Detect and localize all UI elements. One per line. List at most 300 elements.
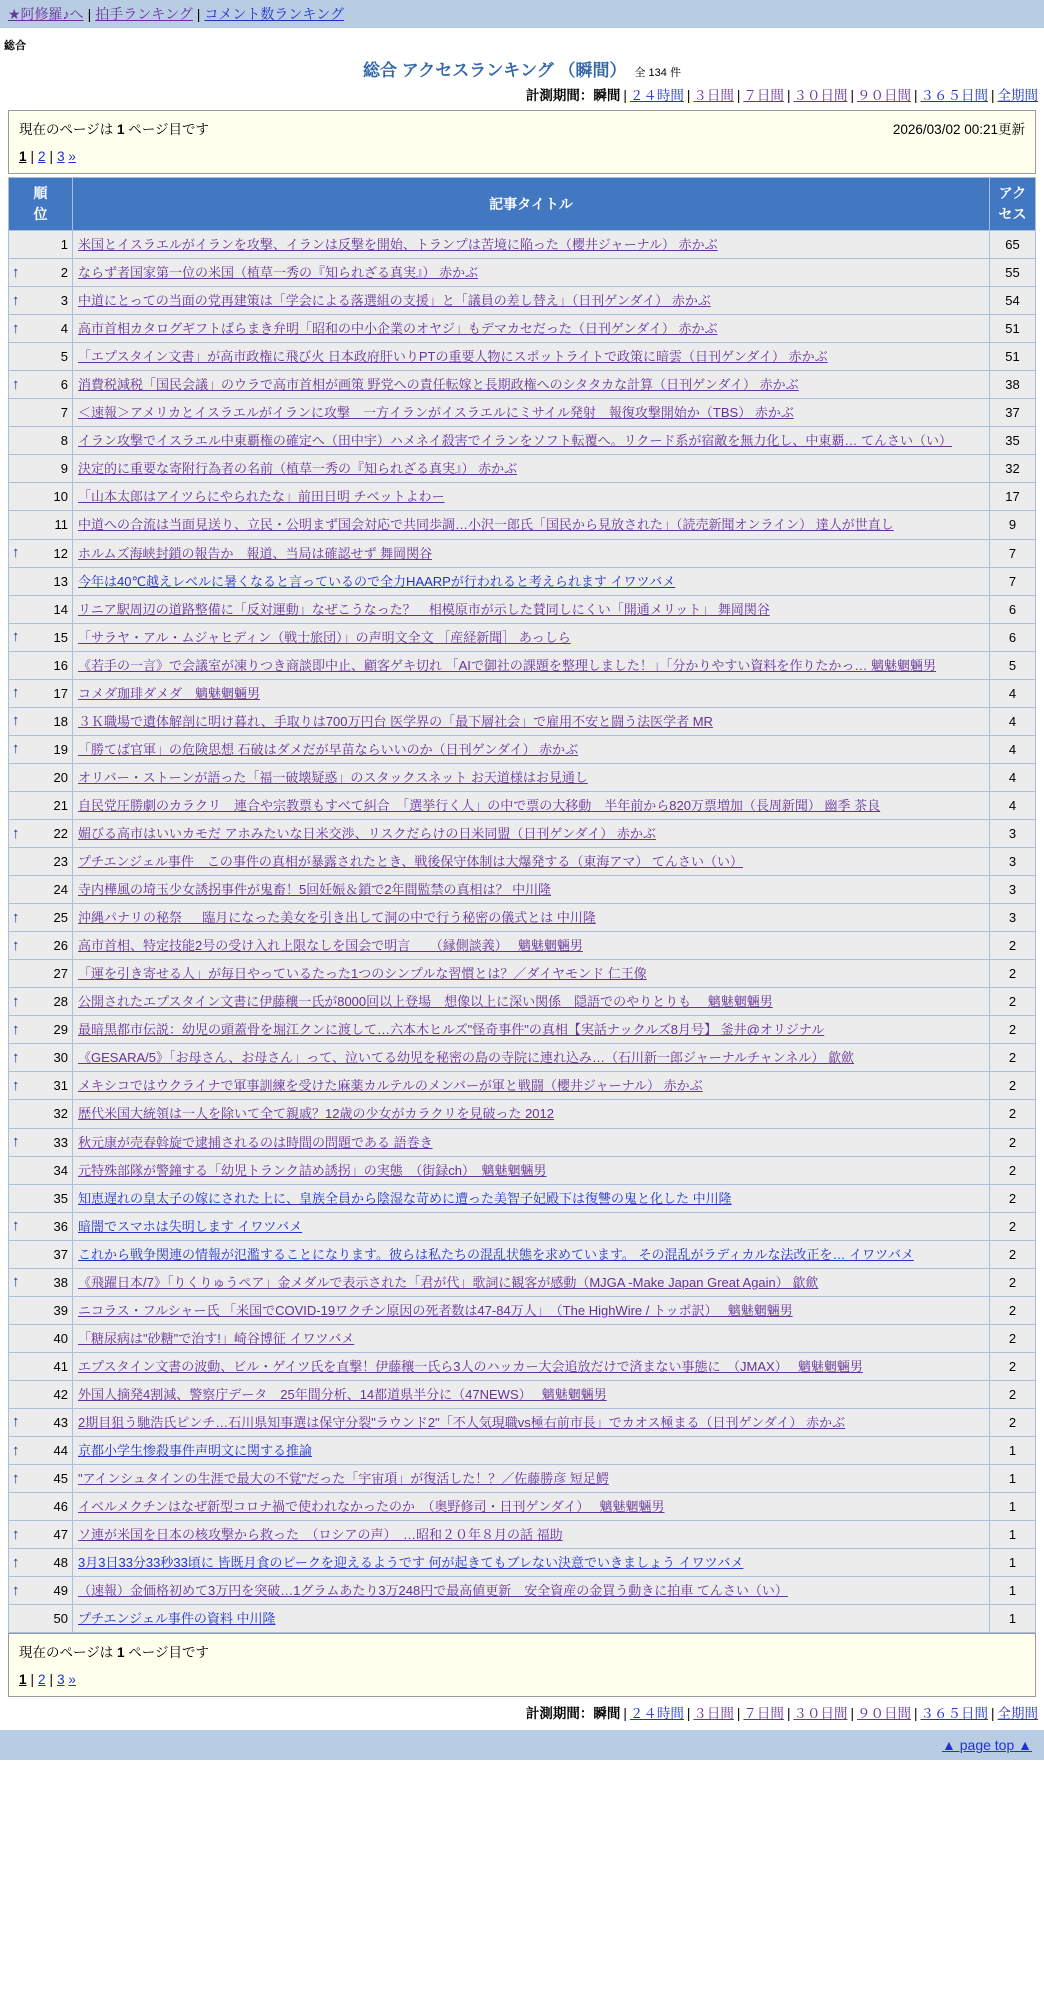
up-arrow-icon: ↑ xyxy=(12,684,20,702)
up-arrow-icon: ↑ xyxy=(12,1469,20,1487)
title-cell xyxy=(73,315,990,343)
up-arrow-icon: ↑ xyxy=(12,1581,20,1599)
article-link[interactable]: 秋元康が売春斡旋で逮捕されるのは時間の問題である 語巻き xyxy=(78,1134,433,1150)
table-row xyxy=(9,1521,1036,1549)
rank-number: 27 xyxy=(53,966,68,982)
table-row xyxy=(9,1044,1036,1072)
page-link[interactable]: 2 xyxy=(38,1672,46,1688)
rank-number: 30 xyxy=(53,1050,68,1066)
rank-number: 48 xyxy=(53,1555,68,1571)
article-link[interactable]: イラン攻撃でイスラエル中東覇権の確定へ（田中宇）ハメネイ殺害でイランをソフト転覆へ。リクード系が宿敵を無力化し、中東覇… てんさい（い） xyxy=(78,433,952,449)
table-row xyxy=(9,511,1036,539)
article-link[interactable]: 高市首相、特定技能2号の受け入れ上限なしを国会で明言 （縁側談義） 魑魅魍魎男 xyxy=(78,938,583,954)
title-cell xyxy=(73,876,990,904)
rank-cell xyxy=(9,819,73,847)
table-row xyxy=(9,483,1036,511)
access-count: 4 xyxy=(990,735,1036,763)
table-row xyxy=(9,848,1036,876)
title-cell xyxy=(73,819,990,847)
page-separator: | xyxy=(30,1672,35,1688)
table-row xyxy=(9,1493,1036,1521)
rank-number: 45 xyxy=(53,1471,68,1487)
access-count: 3 xyxy=(990,819,1036,847)
title-cell xyxy=(73,259,990,287)
up-arrow-icon: ↑ xyxy=(12,291,20,309)
access-count: 2 xyxy=(990,1352,1036,1380)
title-cell xyxy=(73,1605,990,1633)
article-link[interactable]: （速報）金価格初めて3万円を突破…1グラムあたり3万248円で最高値更新 安全資産の金買う動きに拍車 てんさい（い） xyxy=(78,1583,788,1599)
period-current: 瞬間 xyxy=(593,1706,621,1722)
title-cell xyxy=(73,848,990,876)
article-link[interactable]: 2期目狙う馳浩氏ピンチ…石川県知事選は保守分裂"ラウンド2"「不人気現職vs極右前市長」でカオス極まる（日刊ゲンダイ） 赤かぶ xyxy=(78,1414,846,1430)
title-cell xyxy=(73,735,990,763)
access-count: 9 xyxy=(990,511,1036,539)
period-link[interactable]: ３０日間 xyxy=(793,88,848,103)
article-link[interactable]: 歴代米国大統領は一人を除いて全て親戚？12歳の少女がカラクリを見破った 2012 xyxy=(78,1106,554,1122)
access-count: 1 xyxy=(990,1577,1036,1605)
table-row xyxy=(9,1268,1036,1296)
title-cell xyxy=(73,1100,990,1128)
article-link[interactable]: "アインシュタインの生涯で最大の不覚"だった「宇宙項」が復活した！？／佐藤勝彦 短足鰐 xyxy=(78,1471,609,1487)
table-row xyxy=(9,315,1036,343)
column-header-rank: 順位 xyxy=(9,178,73,231)
table-row xyxy=(9,791,1036,819)
access-count: 2 xyxy=(990,988,1036,1016)
access-count: 2 xyxy=(990,1044,1036,1072)
rank-cell xyxy=(9,791,73,819)
article-link[interactable]: 《若手の一言》で会議室が凍りつき商談即中止、顧客ゲキ切れ 「AIで御社の課題を整理しました！」「分かりやすい資料を作りたかっ… 魑魅魍魎男 xyxy=(78,657,937,673)
period-link[interactable]: ７日間 xyxy=(743,88,784,103)
title-cell xyxy=(73,511,990,539)
article-link[interactable]: 沖縄パナリの秘祭 ＿ 臨月になった美女を引き出して洞の中で行う秘密の儀式とは 中川隆 xyxy=(78,910,596,926)
rank-number: 7 xyxy=(60,405,68,421)
table-row xyxy=(9,1324,1036,1352)
rank-cell xyxy=(9,1044,73,1072)
rank-cell xyxy=(9,1156,73,1184)
table-row xyxy=(9,427,1036,455)
table-row xyxy=(9,539,1036,567)
up-arrow-icon: ↑ xyxy=(12,1273,20,1291)
rank-cell xyxy=(9,679,73,707)
article-link[interactable]: 決定的に重要な寄附行為者の名前（植草一秀の『知られざる真実』） 赤かぶ xyxy=(78,461,518,477)
rank-number: 21 xyxy=(53,797,68,813)
article-link[interactable]: 最暗黒都市伝説：幼児の頭蓋骨を堀江クンに渡して…六本木ヒルズ"怪奇事件"の真相【実話ナックルズ8月号】 釜井@オリジナル xyxy=(78,1022,825,1038)
rank-number: 44 xyxy=(53,1443,68,1459)
article-link[interactable]: メキシコではウクライナで軍事訓練を受けた麻薬カルテルのメンバーが軍と戦闘（櫻井ジャーナル） 赤かぶ xyxy=(78,1078,703,1094)
rank-number: 40 xyxy=(53,1330,68,1346)
rank-cell xyxy=(9,932,73,960)
access-count: 2 xyxy=(990,1184,1036,1212)
period-link[interactable]: ３６５日間 xyxy=(920,1706,988,1722)
article-link[interactable]: イベルメクチンはなぜ新型コロナ禍で使われなかったのか （奥野修司・日刊ゲンダイ） 魑魅魍魎男 xyxy=(78,1499,665,1515)
access-count: 2 xyxy=(990,1408,1036,1436)
article-link[interactable]: プチエンジェル事件の資料 中川隆 xyxy=(78,1611,276,1627)
title-cell xyxy=(73,427,990,455)
title-cell xyxy=(73,1296,990,1324)
table-row xyxy=(9,1437,1036,1465)
table-row xyxy=(9,1156,1036,1184)
access-count: 51 xyxy=(990,343,1036,371)
rank-number: 12 xyxy=(53,545,68,561)
article-link[interactable]: エプスタイン文書の波動、ビル・ゲイツ氏を直撃！伊藤穰一氏ら3人のハッカー大会追放だけで済まない事態に （JMAX） 魑魅魍魎男 xyxy=(78,1358,863,1374)
pagination-box-top xyxy=(8,110,1036,174)
rank-number: 25 xyxy=(53,910,68,926)
article-link[interactable]: ならず者国家第一位の米国（植草一秀の『知られざる真実』） 赤かぶ xyxy=(78,265,479,281)
article-link[interactable]: 《GESARA/5》「お母さん、お母さん」って、泣いてる幼児を秘密の島の寺院に連れ込み…（石川新一郎ジャーナルチャンネル） 歙歛 xyxy=(78,1050,854,1066)
article-link[interactable]: コメダ珈琲ダメダ 魑魅魍魎男 xyxy=(78,685,261,701)
title-cell xyxy=(73,763,990,791)
access-count: 4 xyxy=(990,679,1036,707)
article-link[interactable]: 「糖尿病は"砂糖"で治す!」崎谷博征 イワツバメ xyxy=(78,1330,355,1346)
rank-number: 39 xyxy=(53,1302,68,1318)
period-separator: | xyxy=(686,1706,691,1722)
rank-cell xyxy=(9,595,73,623)
access-count: 32 xyxy=(990,455,1036,483)
rank-cell xyxy=(9,1184,73,1212)
current-page-indicator: 1 xyxy=(19,1672,27,1688)
rank-number: 11 xyxy=(54,517,68,533)
period-link[interactable]: ９０日間 xyxy=(856,1706,911,1722)
period-link[interactable]: ２４時間 xyxy=(629,88,684,103)
rank-cell xyxy=(9,1380,73,1408)
page-link[interactable]: 3 xyxy=(57,149,65,164)
title-cell xyxy=(73,1549,990,1577)
rank-cell xyxy=(9,343,73,371)
rank-number: 50 xyxy=(53,1611,68,1627)
title-cell xyxy=(73,1156,990,1184)
rank-cell xyxy=(9,315,73,343)
title-cell xyxy=(73,1521,990,1549)
up-arrow-icon: ↑ xyxy=(12,992,20,1010)
article-link[interactable]: ニコラス・フルシャー氏 「米国でCOVID-19ワクチン原因の死者数は47-84万人」 （The HighWire / トッポ訳） 魑魅魍魎男 xyxy=(78,1302,793,1318)
up-arrow-icon: ↑ xyxy=(12,712,20,730)
table-row xyxy=(9,1016,1036,1044)
current-page-number: 1 xyxy=(116,122,125,137)
title-cell xyxy=(73,1465,990,1493)
article-link[interactable]: 元特殊部隊が警鐘する「幼児トランク詰め誘拐」の実態 （街録ch） 魑魅魍魎男 xyxy=(78,1162,547,1178)
rank-number: 24 xyxy=(53,882,68,898)
rank-cell xyxy=(9,623,73,651)
period-separator: | xyxy=(786,88,791,103)
article-link[interactable]: リニア駅周辺の道路整備に「反対運動」なぜこうなった？ 相模原市が示した賛同しにくい「開通メリット」 舞岡関谷 xyxy=(78,601,770,617)
period-current: 瞬間 xyxy=(593,88,621,103)
table-row xyxy=(9,1577,1036,1605)
period-separator: | xyxy=(736,1706,741,1722)
article-link[interactable]: ホルムズ海峡封鎖の報告か 報道、当局は確認せず 舞岡関谷 xyxy=(78,545,433,561)
rank-cell xyxy=(9,876,73,904)
rank-number: 46 xyxy=(53,1499,68,1515)
rank-cell xyxy=(9,1408,73,1436)
period-link[interactable]: ３日間 xyxy=(693,1706,734,1722)
table-row xyxy=(9,399,1036,427)
table-row xyxy=(9,567,1036,595)
rank-number: 18 xyxy=(53,713,68,729)
title-cell xyxy=(73,343,990,371)
access-count: 55 xyxy=(990,259,1036,287)
article-link[interactable]: 公開されたエプスタイン文書に伊藤穰一氏が8000回以上登場 想像以上に深い関係 隠語でのやりとりも 魑魅魍魎男 xyxy=(78,994,773,1010)
table-row xyxy=(9,735,1036,763)
period-separator: | xyxy=(786,1706,791,1722)
article-link[interactable]: 自民党圧勝劇のカラクリ 連合や宗教票もすべて糾合 「選挙行く人」の中で票の大移動 半年前から820万票増加（長周新聞） 幽季 茶良 xyxy=(78,797,881,813)
period-link[interactable]: ３６５日間 xyxy=(920,88,988,103)
access-count: 3 xyxy=(990,848,1036,876)
article-link[interactable]: 媚びる高市はいいカモだ アホみたいな日米交渉、リスクだらけの日米同盟（日刊ゲンダイ） 赤かぶ xyxy=(78,825,656,841)
title-cell xyxy=(73,231,990,259)
top-navigation xyxy=(0,0,1044,28)
period-link[interactable]: ２４時間 xyxy=(629,1706,684,1722)
table-row xyxy=(9,231,1036,259)
rank-number: 37 xyxy=(53,1246,68,1262)
period-link[interactable]: 全期間 xyxy=(997,88,1038,103)
period-separator: | xyxy=(913,1706,918,1722)
current-page-info: 現在のページは 1 ページ目です xyxy=(19,122,209,137)
table-row xyxy=(9,623,1036,651)
article-link[interactable]: 暗闇でスマホは失明します イワツバメ xyxy=(78,1218,303,1234)
table-row xyxy=(9,679,1036,707)
article-link[interactable]: 中道にとっての当面の党再建策は「学会による落選組の支援」と「議員の差し替え」（日刊ゲンダイ） 赤かぶ xyxy=(78,293,711,309)
period-link[interactable]: ３０日間 xyxy=(793,1706,848,1722)
period-separator: | xyxy=(850,1706,854,1722)
rank-number: 2 xyxy=(60,265,68,281)
rank-cell xyxy=(9,1268,73,1296)
rank-cell xyxy=(9,1605,73,1633)
period-separator: | xyxy=(913,88,918,103)
access-count: 2 xyxy=(990,1128,1036,1156)
period-separator: | xyxy=(623,88,627,103)
rank-cell xyxy=(9,231,73,259)
title-cell xyxy=(73,960,990,988)
table-row xyxy=(9,287,1036,315)
table-row xyxy=(9,988,1036,1016)
next-page-link[interactable]: » xyxy=(68,1672,76,1688)
title-cell xyxy=(73,287,990,315)
up-arrow-icon: ↑ xyxy=(12,1553,20,1571)
period-label: 計測期間： xyxy=(525,1706,594,1722)
pagination-box-bottom xyxy=(8,1633,1036,1697)
article-link[interactable]: 中道への合流は当面見送り、立民・公明まず国会対応で共同歩調…小沢一郎氏「国民から見放された」（読売新聞オンライン） 達人が世直し xyxy=(78,517,894,533)
table-row xyxy=(9,1128,1036,1156)
rank-cell xyxy=(9,1465,73,1493)
page-link[interactable]: 3 xyxy=(57,1672,65,1688)
rank-number: 32 xyxy=(53,1106,68,1122)
access-count: 7 xyxy=(990,539,1036,567)
article-link[interactable]: 「山本太郎はアイツらにやられたな」前田日明 チベットよわー xyxy=(78,489,445,505)
current-page-number: 1 xyxy=(116,1645,125,1661)
up-arrow-icon: ↑ xyxy=(12,824,20,842)
next-page-link[interactable]: » xyxy=(68,149,76,164)
rank-cell xyxy=(9,455,73,483)
table-row xyxy=(9,595,1036,623)
title-cell xyxy=(73,988,990,1016)
period-link[interactable]: ９０日間 xyxy=(856,88,911,103)
up-arrow-icon: ↑ xyxy=(12,1217,20,1235)
page-top-link[interactable]: ▲ page top ▲ xyxy=(942,1737,1032,1754)
period-label: 計測期間： xyxy=(525,88,594,103)
rank-number: 49 xyxy=(53,1583,68,1599)
article-link[interactable]: ＜速報＞アメリカとイスラエルがイランに攻撃 一方イランがイスラエルにミサイル発射 報復攻撃開始か（TBS） 赤かぶ xyxy=(78,405,794,421)
access-count: 2 xyxy=(990,1156,1036,1184)
current-page-info: 現在のページは 1 ページ目です xyxy=(19,1645,209,1661)
article-link[interactable]: 「エプスタイン文書」が高市政権に飛び火 日本政府肝いりPTの重要人物にスポットライトで政策に暗雲（日刊ゲンダイ） 赤かぶ xyxy=(78,349,828,365)
rank-cell xyxy=(9,1324,73,1352)
rank-cell xyxy=(9,1549,73,1577)
title-cell xyxy=(73,483,990,511)
rank-cell xyxy=(9,763,73,791)
rank-number: 5 xyxy=(60,349,68,365)
title-cell xyxy=(73,1268,990,1296)
table-row xyxy=(9,1240,1036,1268)
rank-number: 15 xyxy=(53,629,68,645)
title-cell xyxy=(73,1352,990,1380)
rank-number: 10 xyxy=(53,489,68,505)
title-cell xyxy=(73,371,990,399)
nav-link-comment-ranking[interactable]: コメント数ランキング xyxy=(204,6,345,22)
article-link[interactable]: 消費税減税「国民会議」のウラで高市首相が画策 野党への責任転嫁と長期政権へのシタタカな計算（日刊ゲンダイ） 赤かぶ xyxy=(78,377,799,393)
title-cell xyxy=(73,791,990,819)
rank-number: 22 xyxy=(53,825,68,841)
rank-cell xyxy=(9,1212,73,1240)
access-count: 2 xyxy=(990,1380,1036,1408)
period-selector-top xyxy=(0,84,1038,104)
table-row xyxy=(9,763,1036,791)
access-count: 6 xyxy=(990,623,1036,651)
article-link[interactable]: これから戦争関連の情報が氾濫することになります。彼らは私たちの混乱状態を求めています。 その混乱がラディカルな法改正を… イワツバメ xyxy=(78,1246,914,1262)
access-count: 4 xyxy=(990,707,1036,735)
rank-number: 41 xyxy=(53,1358,68,1374)
table-row xyxy=(9,932,1036,960)
access-count: 51 xyxy=(990,315,1036,343)
title-cell xyxy=(73,1044,990,1072)
article-link[interactable]: ３Ｋ職場で遺体解剖に明け暮れ、手取りは700万円台 医学界の「最下層社会」で雇用不安と闘う法医学者 MR xyxy=(78,713,713,729)
up-arrow-icon: ↑ xyxy=(12,263,20,281)
title-cell xyxy=(73,1240,990,1268)
rank-cell xyxy=(9,259,73,287)
column-header-title: 記事タイトル xyxy=(73,178,990,231)
rank-number: 34 xyxy=(53,1162,68,1178)
access-count: 7 xyxy=(990,567,1036,595)
period-link[interactable]: 全期間 xyxy=(997,1706,1038,1722)
rank-cell xyxy=(9,1296,73,1324)
updated-timestamp: 2026/03/02 00:21更新 xyxy=(892,122,1025,137)
period-link[interactable]: ７日間 xyxy=(743,1706,784,1722)
table-row xyxy=(9,455,1036,483)
table-row xyxy=(9,707,1036,735)
article-link[interactable]: 3月3日33分33秒33頃に 皆既月食のピークを迎えるようです 何が起きてもブレない決意でいきましょう イワツバメ xyxy=(78,1555,744,1571)
rank-cell xyxy=(9,427,73,455)
table-row xyxy=(9,876,1036,904)
rank-cell xyxy=(9,511,73,539)
title-cell xyxy=(73,455,990,483)
table-header-row xyxy=(9,178,1036,231)
article-link[interactable]: 米国とイスラエルがイランを攻撃、イランは反撃を開始、トランプは苦境に陥った（櫻井ジャーナル） 赤かぶ xyxy=(78,237,718,252)
rank-number: 1 xyxy=(60,237,68,252)
nav-link-clap-ranking[interactable]: 拍手ランキング xyxy=(95,6,193,22)
rank-cell xyxy=(9,1521,73,1549)
period-separator: | xyxy=(990,88,995,103)
article-link[interactable]: 知恵遅れの皇太子の嫁にされた上に、皇族全員から陰湿な苛めに遭った美智子妃殿下は復讐の鬼と化した 中川隆 xyxy=(78,1190,732,1206)
table-row xyxy=(9,1212,1036,1240)
table-row xyxy=(9,1100,1036,1128)
article-link[interactable]: 「運を引き寄せる人」が毎日やっているたった1つのシンプルな習慣とは？／ダイヤモンド 仁王像 xyxy=(78,966,647,982)
up-arrow-icon: ↑ xyxy=(12,375,20,393)
article-link[interactable]: 「勝てば官軍」の危険思想 石破はダメだが早苗ならいいのか（日刊ゲンダイ） 赤かぶ xyxy=(78,741,579,757)
access-count: 2 xyxy=(990,1072,1036,1100)
title-cell xyxy=(73,1577,990,1605)
rank-number: 6 xyxy=(60,377,68,393)
page-link[interactable]: 2 xyxy=(38,149,46,164)
title-cell xyxy=(73,1493,990,1521)
title-cell xyxy=(73,539,990,567)
article-link[interactable]: 京都小学生惨殺事件声明文に関する推論 xyxy=(78,1443,313,1459)
article-link[interactable]: プチエンジェル事件 この事件の真相が暴露されたとき、戦後保守体制は大爆発する（東海アマ） てんさい（い） xyxy=(78,854,743,870)
up-arrow-icon: ↑ xyxy=(12,1020,20,1038)
access-count: 4 xyxy=(990,763,1036,791)
up-arrow-icon: ↑ xyxy=(12,1076,20,1094)
rank-cell xyxy=(9,1493,73,1521)
table-row xyxy=(9,819,1036,847)
rank-cell xyxy=(9,371,73,399)
rank-cell xyxy=(9,848,73,876)
bottom-spacer xyxy=(0,1760,1044,1782)
access-count: 1 xyxy=(990,1465,1036,1493)
footer-bar xyxy=(0,1730,1044,1760)
rank-number: 26 xyxy=(53,938,68,954)
article-link[interactable]: 寺内樺風の埼玉少女誘拐事件が鬼畜！5回妊娠＆鎖で2年間監禁の真相は？ 中川隆 xyxy=(78,882,552,898)
access-count: 1 xyxy=(990,1437,1036,1465)
table-row xyxy=(9,343,1036,371)
table-row xyxy=(9,1605,1036,1633)
rank-number: 4 xyxy=(60,321,68,337)
access-count: 65 xyxy=(990,231,1036,259)
nav-link-asyura-home[interactable]: ★阿修羅♪へ xyxy=(8,6,84,22)
rank-cell xyxy=(9,651,73,679)
access-count: 2 xyxy=(990,1296,1036,1324)
period-link[interactable]: ３日間 xyxy=(693,88,734,103)
article-link[interactable]: ソ連が米国を日本の核攻撃から救った （ロシアの声） …昭和２０年８月の話 福助 xyxy=(78,1527,563,1543)
table-row xyxy=(9,1072,1036,1100)
article-link[interactable]: 「サラヤ・アル・ムジャヒディン（戦士旅団）」の声明文全文 ［産経新聞］ あっしら xyxy=(78,629,571,645)
rank-cell xyxy=(9,567,73,595)
article-link[interactable]: 《飛躍日本/7》「りくりゅうペア」金メダルで表示された「君が代」歌詞に観客が感動（MJGA -Make Japan Great Again） 歙歛 xyxy=(78,1274,819,1290)
article-link[interactable]: オリバー・ストーンが語った「福一破壊疑惑」のスタックスネット お天道様はお見通し xyxy=(78,769,588,785)
table-row xyxy=(9,371,1036,399)
title-cell xyxy=(73,1184,990,1212)
rank-number: 20 xyxy=(53,769,68,785)
up-arrow-icon: ↑ xyxy=(12,543,20,561)
access-count: 1 xyxy=(990,1549,1036,1577)
access-count: 37 xyxy=(990,399,1036,427)
rank-number: 47 xyxy=(53,1527,68,1543)
title-cell xyxy=(73,1016,990,1044)
table-row xyxy=(9,960,1036,988)
rank-cell xyxy=(9,287,73,315)
rank-number: 43 xyxy=(53,1414,68,1430)
article-link[interactable]: 今年は40℃越えレベルに暑くなると言っているので全力HAARPが行われると考えられます イワツバメ xyxy=(78,573,676,589)
rank-cell xyxy=(9,707,73,735)
total-count: 全 134 件 xyxy=(634,67,681,79)
period-separator: | xyxy=(686,88,691,103)
table-row xyxy=(9,259,1036,287)
article-link[interactable]: 高市首相カタログギフトばらまき弁明「昭和の中小企業のオヤジ」もデマカセだった（日刊ゲンダイ） 赤かぶ xyxy=(78,321,718,337)
access-count: 38 xyxy=(990,371,1036,399)
rank-cell xyxy=(9,483,73,511)
access-count: 2 xyxy=(990,1324,1036,1352)
article-link[interactable]: 外国人摘発4割減、警察庁データ 25年間分析、14都道県半分に（47NEWS） 魑魅魍魎男 xyxy=(78,1386,607,1402)
access-count: 3 xyxy=(990,904,1036,932)
up-arrow-icon: ↑ xyxy=(12,1048,20,1066)
title-cell xyxy=(73,904,990,932)
title-cell xyxy=(73,707,990,735)
